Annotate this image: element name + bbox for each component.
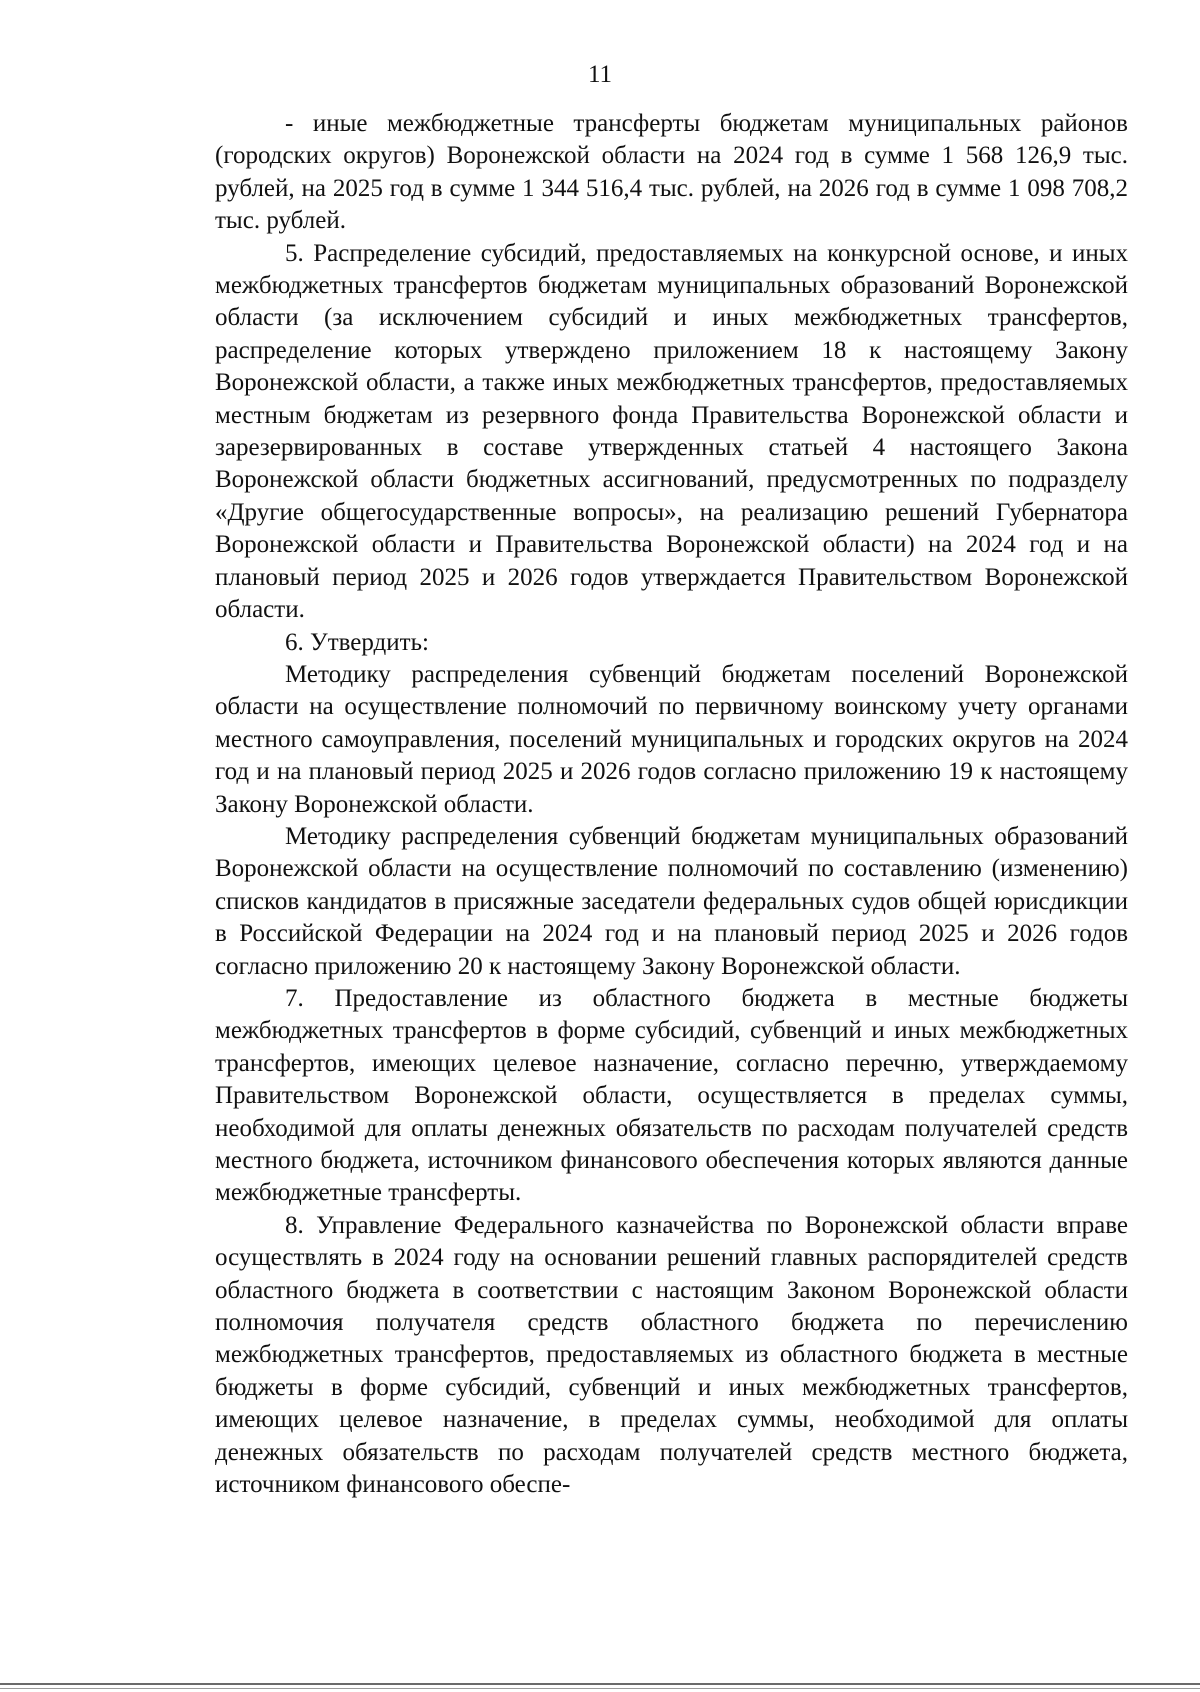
scan-edge-line <box>0 1683 1200 1685</box>
paragraph-item-8: 8. Управление Федерального казначейства по Воронежской области вправе осуществлять в 2024 году на основании решений главных распорядителей средств областного бюджета в соответствии с настоящим Законом Воронежской области полномочия получателя средств областного бюджета по перечислению межбюджетных трансфертов, предоставляемых из областного бюджета в местные бюджеты в форме субсидий, субвенций и иных межбюджетных трансфертов, имеющих целевое назначение, в пределах суммы, необходимой для оплаты денежных обязательств по расходам получателей средств местного бюджета, источником финансового обеспе- <box>215 1211 1128 1499</box>
paragraph-item-5: 5. Распределение субсидий, предоставляемых на конкурсной основе, и иных межбюджетных трансфертов бюджетам муниципальных образований Воронежской области (за исключением субсидий и иных межбюджетных трансфертов, распределение которых утверждено приложением 18 к настоящему Закону Воронежской области, а также иных межбюджетных трансфертов, предоставляемых местным бюджетам из резервного фонда Правительства Воронежской области и зарезервированных в составе утвержденных статьей 4 настоящего Закона Воронежской области бюджетных ассигнований, предусмотренных по подразделу «Другие общегосударственные вопросы», на реализацию решений Губернатора Воронежской области и Правительства Воронежской области) на 2024 год и на плановый период 2025 и 2026 годов утверждается Правительством Воронежской области. <box>215 239 1128 624</box>
paragraph-other-transfers: - иные межбюджетные трансферты бюджетам муниципальных районов (городских округов) Воронежской области на 2024 год в сумме 1 568 126,9 тыс. рублей, на 2025 год в сумме 1 344 516,4 тыс. рублей, на 2026 год в сумме 1 098 708,2 тыс. рублей. <box>215 110 1128 235</box>
paragraph-item-6: 6. Утвердить: <box>285 628 429 656</box>
paragraph-methodology-jurors: Методику распределения субвенций бюджетам муниципальных образований Воронежской области на осуществление полномочий по составлению (изменению) списков кандидатов в присяжные заседатели федеральных судов общей юрисдикции в Российской Федерации на 2024 год и на плановый период 2025 и 2026 годов согласно приложению 20 к настоящему Закону Воронежской области. <box>215 822 1128 980</box>
scan-edge-line-secondary <box>0 1688 1200 1689</box>
page-number: 11 <box>587 61 613 88</box>
paragraph-methodology-military-registration: Методику распределения субвенций бюджетам поселений Воронежской области на осуществление полномочий по первичному воинскому учету органами местного самоуправления, поселений муниципальных и городских округов на 2024 год и на плановый период 2025 и 2026 годов согласно приложению 19 к настоящему Закону Воронежской области. <box>215 660 1128 818</box>
document-body <box>215 108 1128 1501</box>
paragraph-item-7: 7. Предоставление из областного бюджета в местные бюджеты межбюджетных трансфертов в форме субсидий, субвенций и иных межбюджетных трансфертов, имеющих целевое назначение, согласно перечню, утверждаемому Правительством Воронежской области, осуществляется в пределах суммы, необходимой для оплаты денежных обязательств по расходам получателей средств местного бюджета, источником финансового обеспечения которых являются данные межбюджетные трансферты. <box>215 984 1128 1207</box>
